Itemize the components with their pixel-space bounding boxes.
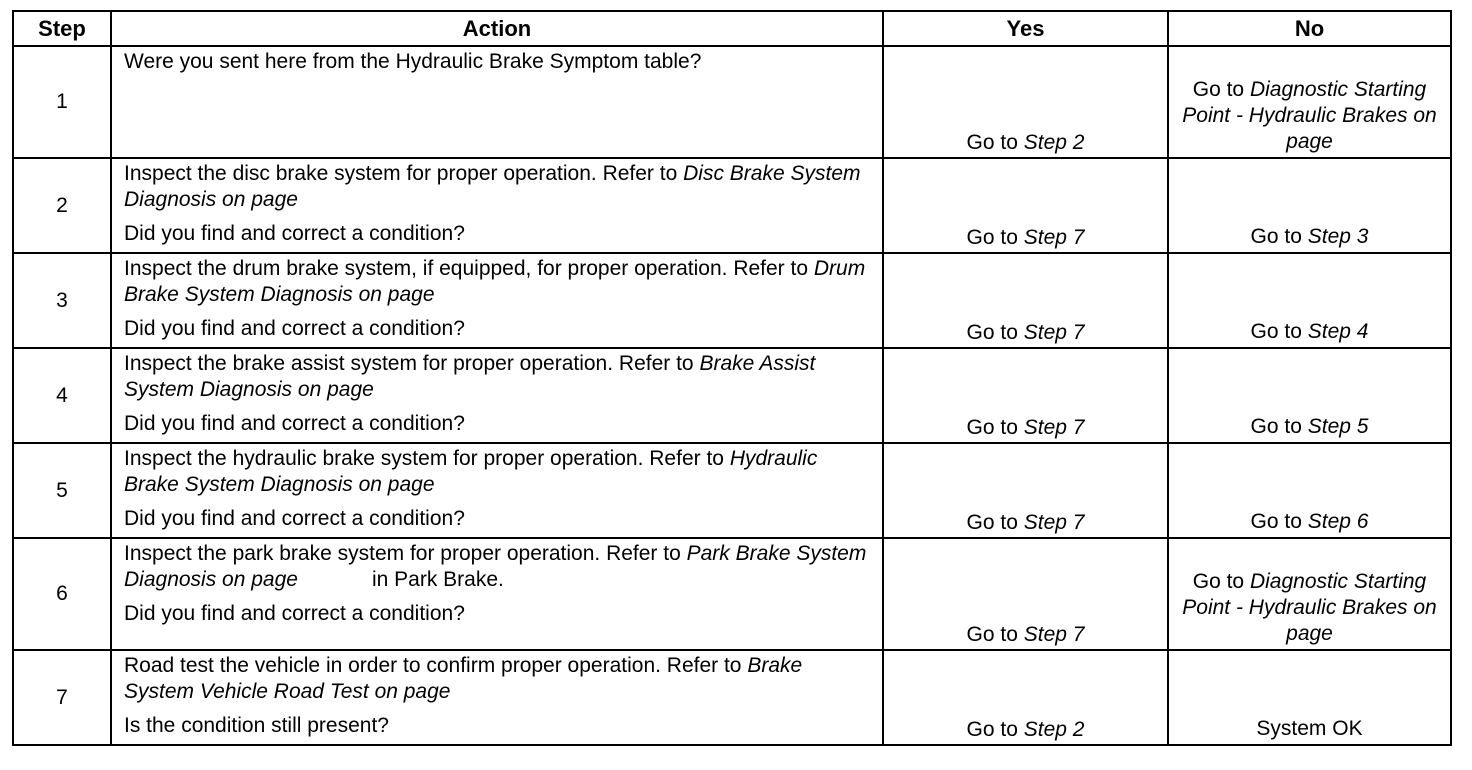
no-prefix: Go to [1250,510,1302,533]
action-reference-link[interactable]: Park Brake System Diagnosis on page [124,542,867,591]
yes-step-link[interactable]: Step 7 [1023,226,1085,249]
yes-cell [883,253,1168,348]
action-cell [111,348,883,443]
yes-prefix: Go to [966,718,1018,741]
yes-prefix: Go to [966,623,1018,646]
action-cell [111,443,883,538]
action-cell [111,253,883,348]
no-step-link[interactable]: Step 6 [1307,510,1369,533]
table-header-row [13,11,1451,46]
yes-prefix: Go to [966,131,1018,154]
action-reference-link[interactable]: Brake Assist System Diagnosis on page [124,352,816,401]
action-text: Were you sent here from the Hydraulic Brake Symptom table? [124,50,702,73]
yes-step-link[interactable]: Step 7 [1023,623,1085,646]
step-number: 1 [13,46,111,158]
action-pre: Inspect the drum brake system, if equipped, for proper operation. Refer to [124,257,809,280]
yes-cell [883,158,1168,253]
no-cell [1168,538,1451,650]
action-pre: Inspect the disc brake system for proper operation. Refer to [124,162,678,185]
header-yes: Yes [883,11,1168,46]
action-reference-link[interactable]: Drum Brake System Diagnosis on page [124,257,866,306]
header-step: Step [13,11,111,46]
yes-prefix: Go to [966,226,1018,249]
step-number: 2 [13,158,111,253]
no-cell [1168,253,1451,348]
no-cell [1168,348,1451,443]
no-step-link[interactable]: Step 4 [1307,320,1369,343]
no-prefix: Go to [1192,570,1245,593]
yes-cell [883,443,1168,538]
action-question: Did you find and correct a condition? [124,602,465,625]
yes-step-link[interactable]: Step 2 [1023,131,1085,154]
action-text [124,541,872,593]
action-question: Did you find and correct a condition? [124,222,465,245]
action-text [124,446,872,498]
no-result: System OK [1256,717,1363,740]
no-cell [1168,158,1451,253]
yes-step-link[interactable]: Step 7 [1023,321,1085,344]
step-number: 7 [13,650,111,745]
table-row [13,46,1451,158]
action-question: Did you find and correct a condition? [124,507,465,530]
action-pre: Inspect the brake assist system for proper operation. Refer to [124,352,694,375]
action-pre: Inspect the hydraulic brake system for proper operation. Refer to [124,447,724,470]
step-number: 3 [13,253,111,348]
action-pre: Inspect the park brake system for proper operation. Refer to [124,542,681,565]
yes-step-link[interactable]: Step 2 [1023,718,1085,741]
table-row [13,158,1451,253]
yes-cell [883,538,1168,650]
action-question: Did you find and correct a condition? [124,412,465,435]
action-question: Is the condition still present? [124,714,389,737]
yes-cell [883,348,1168,443]
yes-cell [883,650,1168,745]
diagnostic-table [12,10,1452,746]
action-cell [111,158,883,253]
action-pre: Road test the vehicle in order to confirm proper operation. Refer to [124,654,742,677]
action-text [124,351,872,403]
no-prefix: Go to [1250,225,1302,248]
action-reference-link[interactable]: Hydraulic Brake System Diagnosis on page [124,447,818,496]
no-step-link[interactable]: Diagnostic Starting Point - Hydraulic Brakes on page [1182,78,1437,153]
table-row [13,538,1451,650]
step-number: 4 [13,348,111,443]
no-cell [1168,650,1451,745]
step-number: 6 [13,538,111,650]
no-step-link[interactable]: Diagnostic Starting Point - Hydraulic Brakes on page [1182,570,1437,645]
no-prefix: Go to [1250,320,1302,343]
no-prefix: Go to [1192,78,1245,101]
action-reference-link[interactable]: Disc Brake System Diagnosis on page [124,162,861,211]
action-cell [111,538,883,650]
header-no: No [1168,11,1451,46]
yes-step-link[interactable]: Step 7 [1023,416,1085,439]
no-cell [1168,46,1451,158]
yes-prefix: Go to [966,321,1018,344]
action-text [124,256,872,308]
no-step-link[interactable]: Step 3 [1307,225,1369,248]
no-cell [1168,443,1451,538]
action-reference-link[interactable]: Brake System Vehicle Road Test on page [124,654,803,703]
no-step-link[interactable]: Step 5 [1307,415,1369,438]
yes-prefix: Go to [966,416,1018,439]
table-row [13,253,1451,348]
action-post: in Park Brake. [371,568,504,591]
header-action: Action [111,11,883,46]
table-row [13,348,1451,443]
action-text [124,161,872,213]
table-row [13,443,1451,538]
step-number: 5 [13,443,111,538]
yes-cell [883,46,1168,158]
yes-step-link[interactable]: Step 7 [1023,511,1085,534]
action-question: Did you find and correct a condition? [124,317,465,340]
action-cell [111,46,883,158]
no-prefix: Go to [1250,415,1302,438]
yes-prefix: Go to [966,511,1018,534]
action-text [124,653,872,705]
action-cell [111,650,883,745]
table-row [13,650,1451,745]
